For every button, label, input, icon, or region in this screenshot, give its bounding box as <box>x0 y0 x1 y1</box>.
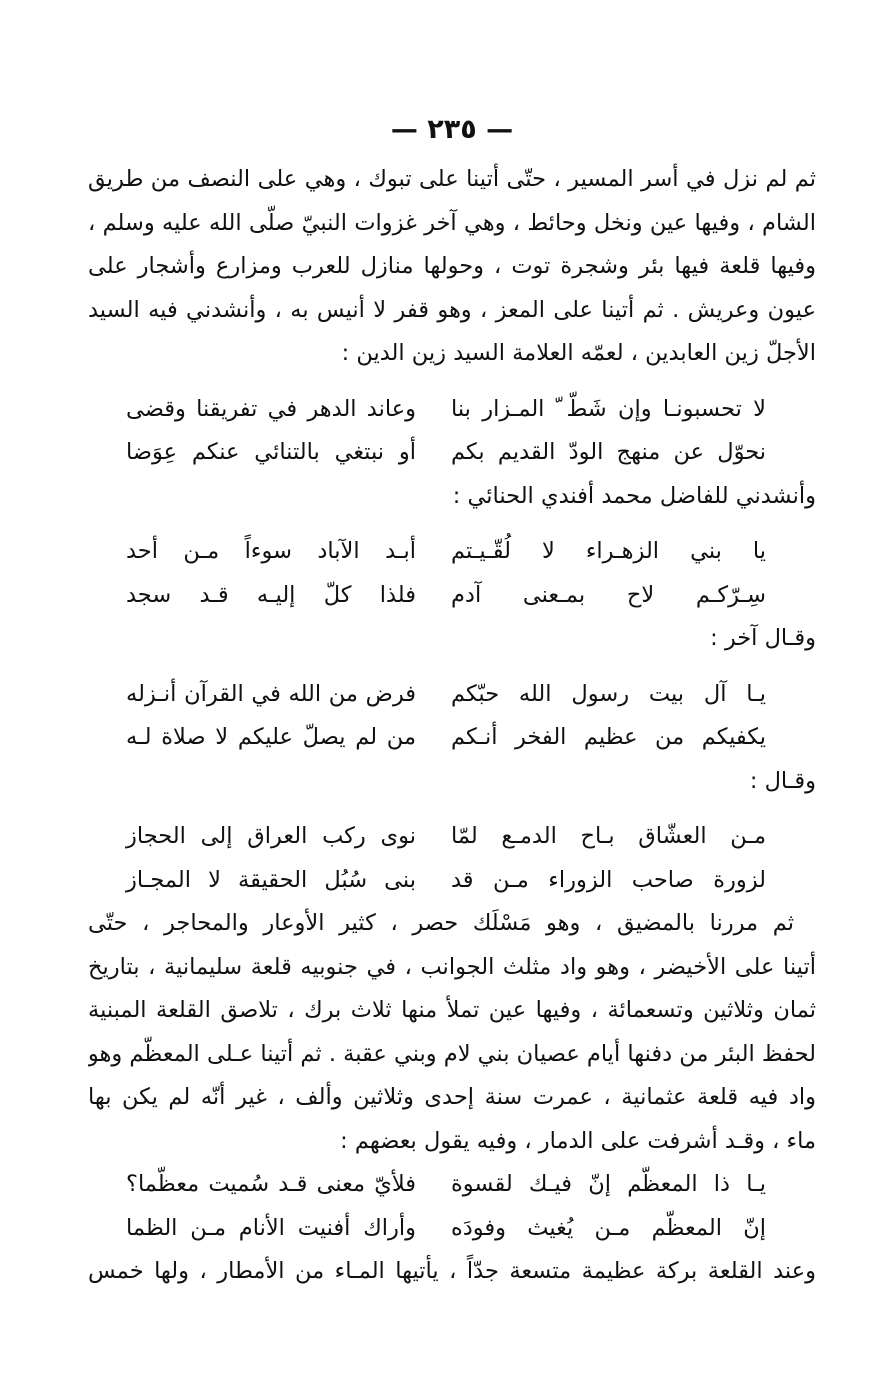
verse-second-hemistich: نوى ركب العراق إلى الحجاز <box>126 823 416 849</box>
paragraph-line: عيون وعريش . ثم أتينا على المعز ، وهو قفر لا أنيس به ، وأنشدني فيه السيد <box>88 296 816 323</box>
verse <box>88 530 816 574</box>
poem-intro: وقـال : <box>749 767 816 794</box>
verse-second-hemistich: فلذا كلّ إليـه قـد سجد <box>126 581 416 608</box>
verse-second-hemistich: أو نبتغي بالتنائي عنكم عِوَضا <box>126 439 416 465</box>
paragraph-line: واد فيه قلعة عثمانية ، عمرت سنة إحدى وثلاثين وألف ، غير أنّه لم يكن بها <box>88 1084 816 1110</box>
verse <box>88 815 816 859</box>
verse-first-hemistich: سِـرّكـم لاح بمـعنى آدم <box>451 581 766 608</box>
paragraph-line: ماء ، وقـد أشرفت على الدمار ، وفيه يقول بعضهم : <box>340 1127 816 1154</box>
poem-5 <box>88 1163 816 1250</box>
verse <box>88 716 816 760</box>
verse-second-hemistich: وعاند الدهر في تفريقنا وقضى <box>126 395 416 422</box>
verse-first-hemistich: لزورة صاحب الزوراء مـن قد <box>451 866 766 893</box>
verse <box>88 1207 816 1251</box>
verse-first-hemistich: يـا آل بيت رسول الله حبّكم <box>451 680 766 707</box>
paragraph-line: ثم لم نزل في أسر المسير ، حتّى أتينا على تبوك ، وهي على النصف من طريق <box>88 166 816 192</box>
poem-2 <box>88 530 816 617</box>
poem-intro: وأنشدني للفاضل محمد أفندي الحنائي : <box>452 482 816 509</box>
verse-first-hemistich: يـا ذا المعظّم إنّ فيـك لقسوة <box>451 1171 766 1197</box>
verse-first-hemistich: مـن العشّاق بـاح الدمـع لمّا <box>451 823 766 849</box>
verse-first-hemistich: إنّ المعظّم مـن يُغيث وفودَه <box>451 1214 766 1241</box>
paragraph-line: الأجلّ زين العابدين ، لعمّه العلامة السيد زين الدين : <box>341 340 816 366</box>
paragraph-line: ثم مررنا بالمضيق ، وهو مَسْلَك حصر ، كثير الأوعار والمحاجر ، حتّى <box>88 910 794 936</box>
verse-second-hemistich: من لم يصلّ عليكم لا صلاة لـه <box>126 724 416 750</box>
verse <box>88 1163 816 1207</box>
verse <box>88 388 816 432</box>
paragraph-2 <box>88 902 816 1163</box>
verse <box>88 673 816 717</box>
verse <box>88 574 816 618</box>
verse <box>88 859 816 903</box>
verse-first-hemistich: نحوّل عن منهج الودّ القديم بكم <box>451 439 766 465</box>
book-page <box>88 108 816 1358</box>
verse-first-hemistich: يا بني الزهـراء لا لُقّـيـتم <box>451 538 766 564</box>
verse-first-hemistich: يكفيكم من عظيم الفخر أنـكم <box>451 724 766 750</box>
verse-second-hemistich: فلأيّ معنى قـد سُميت معظّما؟ <box>126 1171 416 1197</box>
page-number: — ٢٣٥ — <box>390 114 514 145</box>
paragraph-line: الشام ، وفيها عين ونخل وحائط ، وهي آخر غزوات النبيّ صلّى الله عليه وسلم ، <box>88 209 816 236</box>
paragraph-line: ثمان وثلاثين وتسعمائة ، وفيها عين تملأ منها ثلاث برك ، تلاصق القلعة المبنية <box>88 997 816 1023</box>
verse-second-hemistich: أبـد الآباد سوءاً مـن أحد <box>126 538 416 564</box>
verse-second-hemistich: وأراك أفنيت الأنام مـن الظما <box>126 1214 416 1241</box>
verse-first-hemistich: لا تحسبونـا وإن شَطّ ّ المـزار بنا <box>451 395 766 422</box>
paragraph-line: وعند القلعة بركة عظيمة متسعة جدّاً ، يأتيها المـاء من الأمطار ، ولها خمس <box>88 1258 816 1284</box>
paragraph-1 <box>88 158 816 376</box>
poem-intro: وقـال آخر : <box>710 625 816 651</box>
paragraph-3 <box>88 1250 816 1294</box>
paragraph-line: لحفظ البئر من دفنها أيام عصيان بني لام وبني عقبة . ثم أتينا عـلى المعظّم وهو <box>88 1040 816 1067</box>
poem-1 <box>88 388 816 475</box>
verse-second-hemistich: فرض من الله في القرآن أنـزله <box>126 680 416 707</box>
paragraph-line: أتينا على الأخيضر ، وهو واد مثلث الجوانب ، في جنوبيه قلعة سليمانية ، بتاريخ <box>88 953 816 980</box>
paragraph-line: وفيها قلعة فيها بئر وشجرة توت ، وحولها منازل للعرب ومزارع وأشجار على <box>88 253 816 279</box>
poem-3 <box>88 673 816 760</box>
verse <box>88 431 816 475</box>
verse-second-hemistich: بنى سُبُل الحقيقة لا المجـاز <box>126 866 416 893</box>
poem-4 <box>88 815 816 902</box>
